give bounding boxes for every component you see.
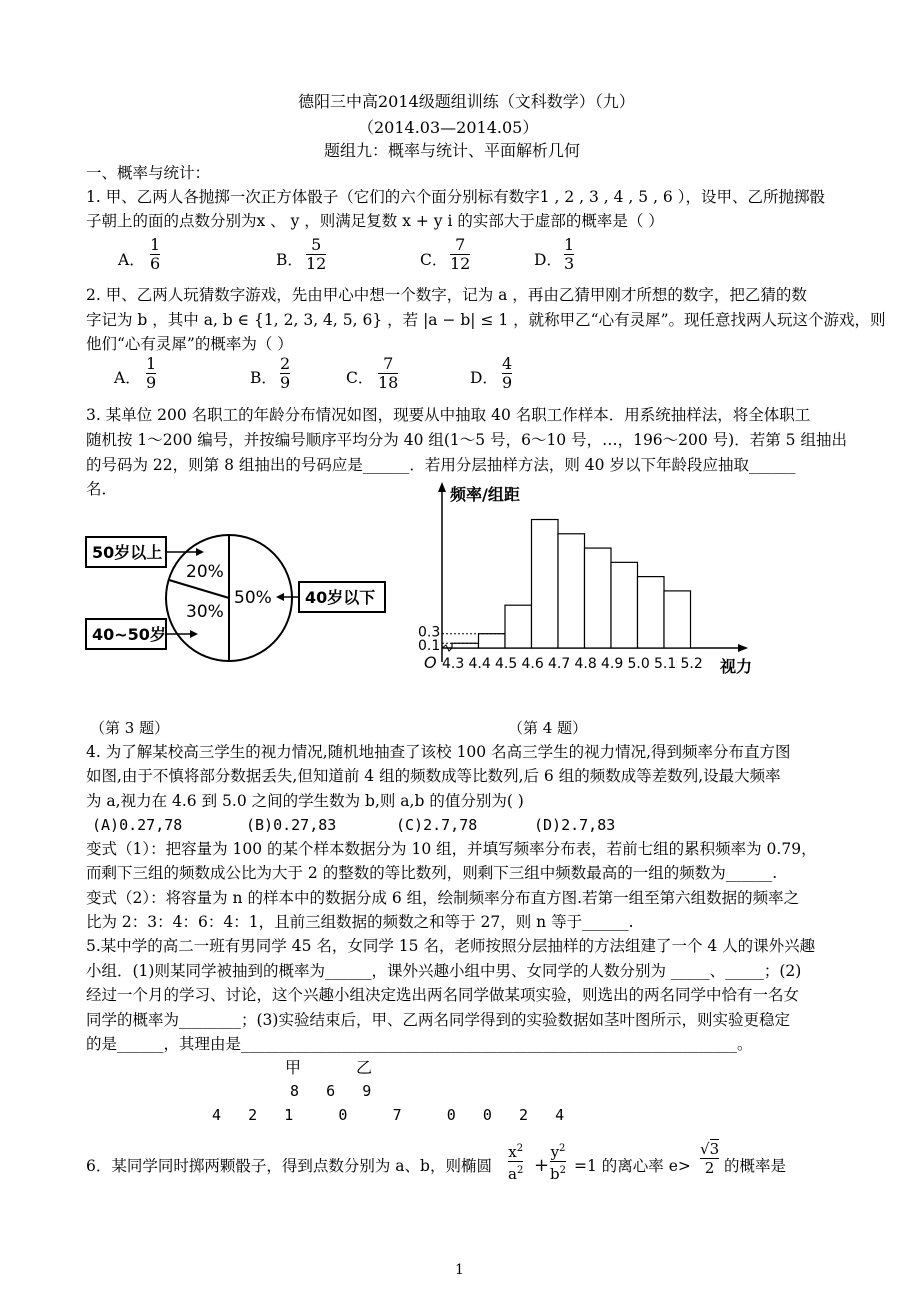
q4-option-a: (A)0.27,78 bbox=[92, 816, 183, 834]
caption-q4: （第 4 题） bbox=[508, 719, 588, 737]
q1-option-c-fraction: 7 12 bbox=[450, 235, 471, 273]
q2-option-c-label: C． bbox=[346, 369, 374, 387]
q3-line1: 3. 某单位 200 名职工的年龄分布情况如图，现要从中抽取 40 名职工作样本．用系统抽样法，将全体职工 bbox=[86, 406, 811, 424]
x-tick-label: 4.5 bbox=[495, 656, 518, 672]
q1-option-d-label: D． bbox=[534, 251, 562, 269]
stem-head-right: 乙 bbox=[356, 1058, 373, 1077]
histogram-bar bbox=[452, 643, 479, 648]
q1-line1: 1. 甲、乙两人各抛掷一次正方体骰子（它们的六个面分别标有数字1 , 2 , 3 , 4 , 5 , 6 ），设甲、乙所抛掷骰 bbox=[86, 188, 825, 206]
q1-option-b-fraction: 5 12 bbox=[306, 235, 327, 273]
q5-line4: 同学的概率为________；(3)实验结束后，甲、乙两名同学得到的实验数据如茎叶图所示，则实验更稳定 bbox=[86, 1011, 790, 1029]
q2-option-a-fraction: 1 9 bbox=[146, 354, 157, 392]
q6-text-post: 的概率是 bbox=[724, 1157, 787, 1175]
x-tick-label: 4.6 bbox=[521, 656, 544, 672]
q6-fraction-x: $x^2$ $a^2$ bbox=[508, 1143, 524, 1183]
x-tick-label: 5.1 bbox=[654, 656, 677, 672]
q2-line2: 字记为 b ，其中 a, b ∈ {1, 2, 3, 4, 5, 6} ，若 |a − b| ≤ 1 ，就称甲乙“心有灵犀”。现任意找两人玩这个游戏，则 bbox=[86, 311, 886, 329]
q2-option-d-fraction: 4 9 bbox=[502, 354, 513, 392]
pie-slice-label-50: 50% bbox=[234, 588, 272, 608]
q4-line3: 为 a,视力在 4.6 到 5.0 之间的学生数为 b,则 a,b 的值分别为( ) bbox=[86, 792, 524, 810]
q5-line3: 经过一个月的学习、讨论，这个兴趣小组决定选出两名同学做某项实验，则选出的两名同学中恰有一名女 bbox=[86, 986, 800, 1004]
x-axis-label: 视力 bbox=[720, 657, 753, 676]
q5-line2: 小组．(1)则某同学被抽到的概率为______，课外兴趣小组中男、女同学的人数分别为 _____、_____；(2) bbox=[86, 962, 802, 980]
pie-slice-label-30: 30% bbox=[186, 602, 224, 622]
q1-option-a-label: A． bbox=[118, 251, 145, 269]
q4-line1: 4. 为了解某校高三学生的视力情况,随机地抽查了该校 100 名高三学生的视力情况,得到频率分布直方图 bbox=[86, 743, 791, 761]
x-axis-arrow bbox=[738, 644, 748, 652]
q1-option-b-label: B． bbox=[276, 251, 303, 269]
q3-line4: 名． bbox=[86, 480, 118, 498]
doc-date: （2014.03—2014.05） bbox=[358, 118, 539, 137]
stem-row-2: 4 2 1 0 7 0 0 2 4 bbox=[212, 1106, 565, 1124]
variant2-line2: 比为 2：3：4：6：4：1，且前三组数据的频数之和等于 27，则 n 等于______. bbox=[86, 913, 634, 931]
variant1-line2: 而剩下三组的频数成公比为大于 2 的整数的等比数列，则剩下三组中频数最高的一组的频数为______. bbox=[86, 864, 778, 882]
q6-fraction-y: $y^2$ $b^2$ bbox=[550, 1143, 566, 1183]
variant2-line1: 变式（2）：将容量为 n 的样本中的数据分成 6 组，绘制频率分布直方图.若第一组至第六组数据的频率之 bbox=[86, 889, 800, 907]
histogram-bar bbox=[479, 634, 506, 648]
origin-label: O bbox=[424, 653, 437, 672]
histogram-bar bbox=[664, 591, 691, 648]
q6-fraction-sqrt3: √3 2 bbox=[700, 1140, 720, 1177]
x-tick-label: 4.9 bbox=[601, 656, 624, 672]
histogram-bar bbox=[532, 520, 559, 648]
section-heading: 一、概率与统计： bbox=[86, 164, 211, 182]
y-tick-label: 0.1 bbox=[418, 638, 441, 655]
x-tick-label: 4.7 bbox=[548, 656, 571, 672]
q6-text-mid: =1 的离心率 e> bbox=[574, 1157, 691, 1175]
q1-line2: 子朝上的面的点数分别为x 、 y ，则满足复数 x + y i 的实部大于虚部的概率是（ ） bbox=[86, 212, 664, 230]
page-number: 1 bbox=[455, 1262, 464, 1278]
q3-line3: 的号码为 22，则第 8 组抽出的号码应是______．若用分层抽样方法，则 40 岁以下年龄段应抽取______ bbox=[86, 456, 796, 474]
q2-line3: 他们“心有灵犀”的概率为（ ） bbox=[86, 335, 293, 353]
doc-title: 德阳三中高2014级题组训练（文科数学）（九） bbox=[298, 92, 635, 111]
q4-line2: 如图,由于不慎将部分数据丢失,但知道前 4 组的频数成等比数列,后 6 组的频数成等差数列,设最大频率 bbox=[86, 767, 781, 785]
q3-line2: 随机按 1～200 编号，并按编号顺序平均分为 40 组(1～5 号，6～10 号，…，196～200 号)．若第 5 组抽出 bbox=[86, 431, 847, 449]
caption-q3: （第 3 题） bbox=[90, 719, 170, 737]
q6-plus: + bbox=[534, 1155, 550, 1176]
q2-option-c-fraction: 7 18 bbox=[378, 354, 399, 392]
q4-option-b: (B)0.27,83 bbox=[246, 816, 337, 834]
q2-option-b-fraction: 2 9 bbox=[280, 354, 291, 392]
x-tick-label: 5.0 bbox=[627, 656, 650, 672]
q1-option-c-label: C． bbox=[420, 251, 448, 269]
pie-slice-label-20: 20% bbox=[186, 562, 224, 582]
pie-callout-label-below40: 40岁以下 bbox=[305, 588, 376, 607]
histogram-bar bbox=[505, 605, 532, 648]
pie-callout-label-40to50: 40~50岁 bbox=[92, 625, 166, 644]
q1-option-d-fraction: 1 3 bbox=[564, 235, 575, 273]
stem-head-left: 甲 bbox=[285, 1058, 302, 1077]
q2-option-d-label: D． bbox=[470, 369, 498, 387]
x-tick-label: 4.8 bbox=[574, 656, 597, 672]
y-tick-label: 0.3 bbox=[418, 624, 441, 641]
q4-option-d: (D)2.7,83 bbox=[534, 816, 616, 834]
y-axis-label: 频率/组距 bbox=[450, 485, 520, 504]
q2-option-b-label: B． bbox=[250, 369, 277, 387]
x-tick-label: 4.4 bbox=[468, 656, 491, 672]
histogram-bar bbox=[558, 534, 585, 648]
doc-subtitle: 题组九：概率与统计、平面解析几何 bbox=[324, 141, 581, 160]
q2-line1: 2. 甲、乙两人玩猜数字游戏，先由甲心中想一个数字，记为 a ，再由乙猜甲刚才所想的数字，把乙猜的数 bbox=[86, 286, 807, 304]
q4-option-c: (C)2.7,78 bbox=[396, 816, 478, 834]
x-tick-label: 5.2 bbox=[680, 656, 703, 672]
variant1-line1: 变式（1）：把容量为 100 的某个样本数据分为 10 组，并填写频率分布表，若前七组的累积频率为 0.79， bbox=[86, 840, 817, 858]
pie-chart-figure bbox=[84, 525, 389, 685]
y-axis-arrow bbox=[438, 482, 446, 492]
q6-text-pre: 6．某同学同时掷两颗骰子，得到点数分别为 a、b，则椭圆 bbox=[86, 1157, 492, 1175]
q5-line1: 5.某中学的高二一班有男同学 45 名，女同学 15 名，老师按照分层抽样的方法组建了一个 4 人的课外兴趣 bbox=[86, 937, 816, 955]
histogram-bar bbox=[585, 548, 612, 648]
stem-row-1: 8 6 9 bbox=[290, 1082, 372, 1100]
q5-line5: 的是______，其理由是________________________________________________________________。 bbox=[86, 1035, 753, 1053]
histogram-bar bbox=[638, 577, 665, 648]
x-tick-label: 4.3 bbox=[442, 656, 465, 672]
q2-option-a-label: A． bbox=[114, 369, 141, 387]
histogram-bar bbox=[611, 562, 638, 648]
histogram-chart bbox=[410, 480, 790, 695]
q1-option-a-fraction: 1 6 bbox=[150, 235, 161, 273]
pie-callout-label-50plus: 50岁以上 bbox=[92, 543, 163, 562]
